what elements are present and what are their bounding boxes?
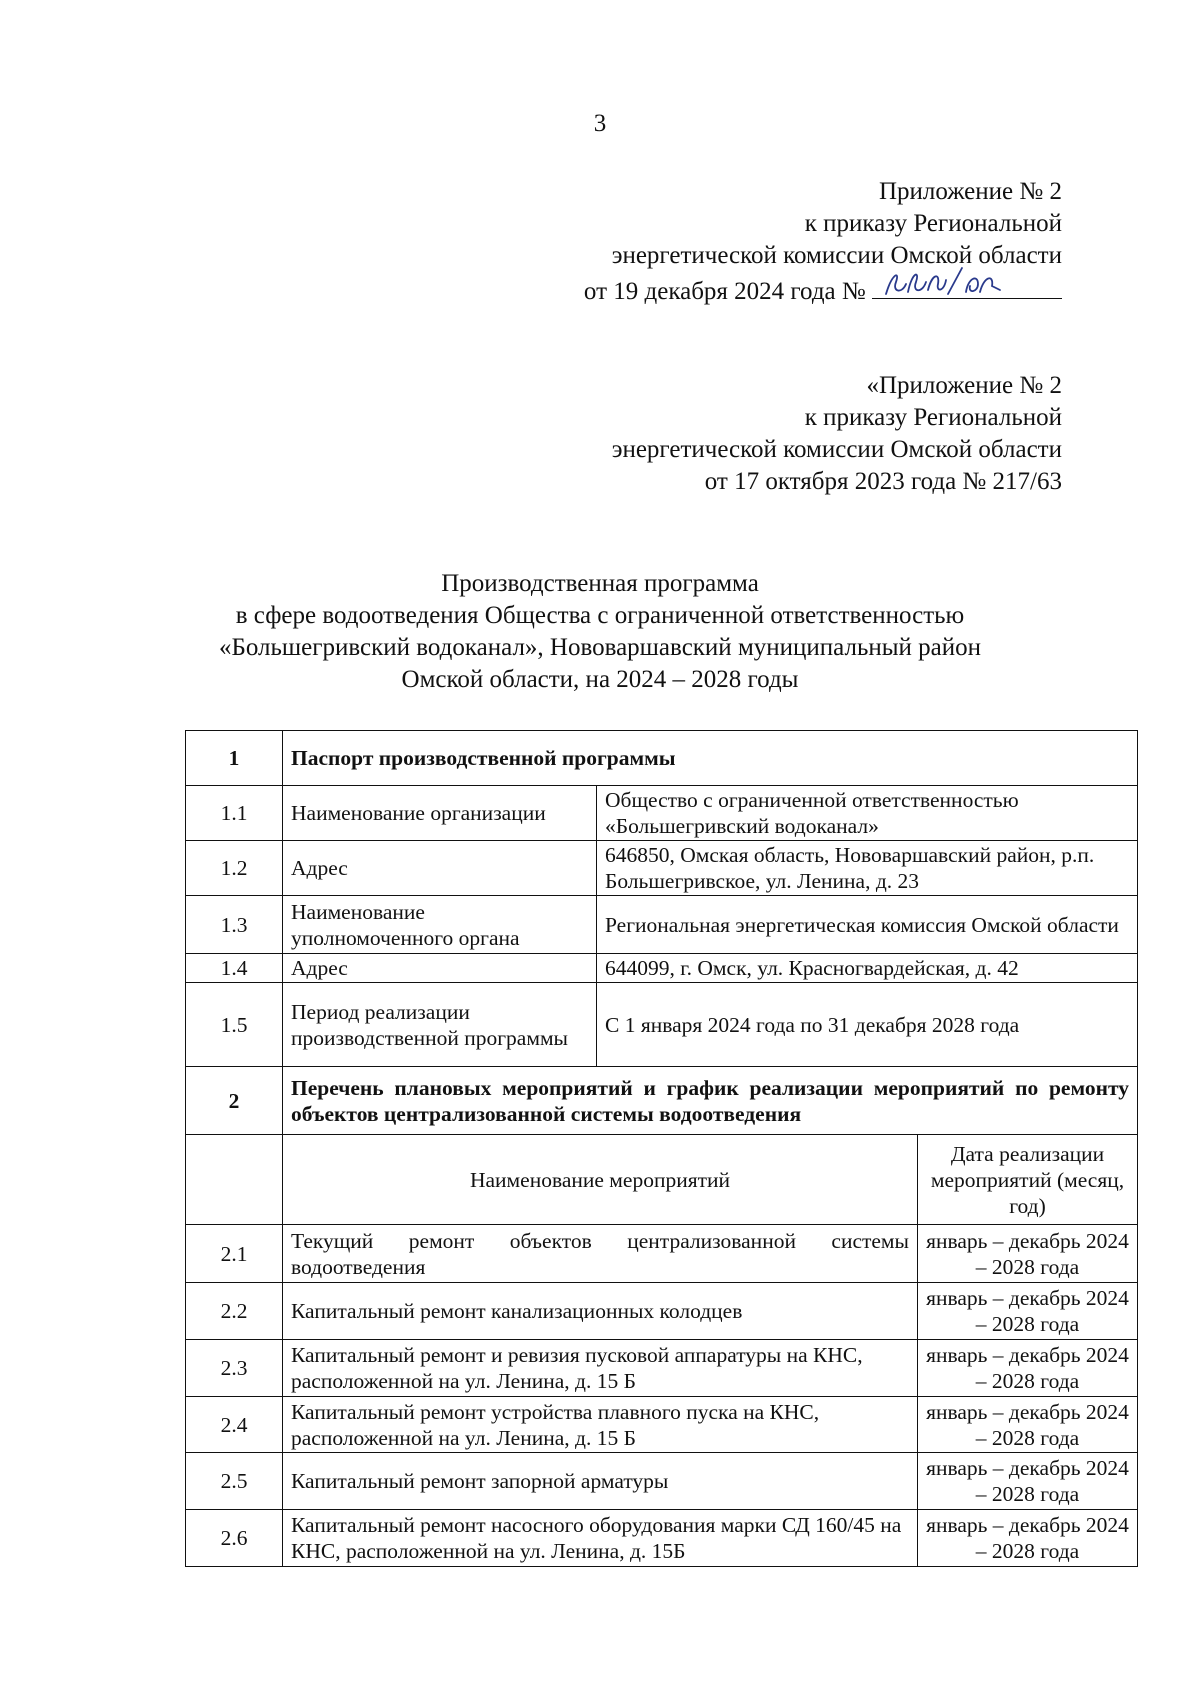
- activity-name: Текущий ремонт объектов централизованной системы водоотведения: [283, 1225, 918, 1283]
- old-appendix-line-1: «Приложение № 2: [866, 372, 1062, 399]
- row-label: Наименование уполномоченного органа: [283, 896, 597, 954]
- activity-date: январь – декабрь 2024 – 2028 года: [918, 1283, 1138, 1340]
- row-value: С 1 января 2024 года по 31 декабря 2028 года: [597, 983, 1138, 1067]
- activity-name: Капитальный ремонт устройства плавного пуска на КНС, расположенной на ул. Ленина, д. 15 Б: [283, 1397, 918, 1453]
- section-number: 1: [186, 731, 283, 786]
- order-number-blank: [872, 272, 1062, 299]
- empty-cell: [186, 1135, 283, 1225]
- activity-name: Капитальный ремонт насосного оборудования марки СД 160/45 на КНС, расположенной на ул. Ленина, д. 15Б: [283, 1510, 918, 1567]
- row-number: 1.1: [186, 786, 283, 841]
- page-number: 3: [593, 110, 607, 137]
- appendix-line-4: [584, 272, 1062, 308]
- document-title: [0, 568, 1200, 696]
- table-row: [186, 1340, 1138, 1397]
- row-value: 646850, Омская область, Нововаршавский район, р.п. Большегривское, ул. Ленина, д. 23: [597, 841, 1138, 896]
- row-number: 2.5: [186, 1453, 283, 1510]
- activity-date: январь – декабрь 2024 – 2028 года: [918, 1510, 1138, 1567]
- section-2-header: [186, 1067, 1138, 1135]
- row-number: 1.5: [186, 983, 283, 1067]
- appendix-line-2: к приказу Региональной: [804, 210, 1062, 237]
- row-number: 2.6: [186, 1510, 283, 1567]
- table-row: [186, 896, 1138, 954]
- table-row: [186, 983, 1138, 1067]
- row-number: 2.2: [186, 1283, 283, 1340]
- appendix-previous-order: [612, 370, 1062, 498]
- title-line-1: Производственная программа: [441, 570, 759, 597]
- section-title: Паспорт производственной программы: [283, 731, 1138, 786]
- row-label: Период реализации производственной программы: [283, 983, 597, 1067]
- row-number: 1.4: [186, 954, 283, 983]
- row-number: 1.2: [186, 841, 283, 896]
- row-label: Адрес: [283, 841, 597, 896]
- section-title: Перечень плановых мероприятий и график реализации мероприятий по ремонту объектов централизованной системы водоотведения: [283, 1067, 1138, 1135]
- table-row: [186, 954, 1138, 983]
- appendix-line-1: Приложение № 2: [878, 178, 1062, 205]
- activity-name: Капитальный ремонт и ревизия пусковой аппаратуры на КНС, расположенной на ул. Ленина, д. 15 Б: [283, 1340, 918, 1397]
- section-1-header: [186, 731, 1138, 786]
- title-line-3: «Большегривский водоканал», Нововаршавский муниципальный район: [218, 634, 982, 661]
- table-row: [186, 1453, 1138, 1510]
- activity-date: январь – декабрь 2024 – 2028 года: [918, 1340, 1138, 1397]
- row-value: Региональная энергетическая комиссия Омской области: [597, 896, 1138, 954]
- row-number: 2.3: [186, 1340, 283, 1397]
- row-number: 1.3: [186, 896, 283, 954]
- table-row: [186, 1283, 1138, 1340]
- row-number: 2.1: [186, 1225, 283, 1283]
- table-row: [186, 786, 1138, 841]
- activity-date: январь – декабрь 2024 – 2028 года: [918, 1225, 1138, 1283]
- row-value: Общество с ограниченной ответственностью «Большегривский водоканал»: [597, 786, 1138, 841]
- column-header-row: [186, 1135, 1138, 1225]
- old-appendix-line-2: к приказу Региональной: [804, 404, 1062, 431]
- appendix-line-3: энергетической комиссии Омской области: [611, 242, 1062, 269]
- table-row: [186, 841, 1138, 896]
- row-label: Наименование организации: [283, 786, 597, 841]
- handwritten-order-number: [882, 264, 1002, 300]
- section-number: 2: [186, 1067, 283, 1135]
- old-appendix-line-3: энергетической комиссии Омской области: [611, 436, 1062, 463]
- title-line-2: в сфере водоотведения Общества с ограниченной ответственностью: [235, 602, 965, 629]
- activity-date: январь – декабрь 2024 – 2028 года: [918, 1397, 1138, 1453]
- row-label: Адрес: [283, 954, 597, 983]
- row-number: 2.4: [186, 1397, 283, 1453]
- appendix-current-order: [584, 176, 1062, 308]
- table-row: [186, 1510, 1138, 1567]
- table-row: [186, 1225, 1138, 1283]
- production-program-table: [185, 730, 1138, 1567]
- column-header-name: Наименование мероприятий: [283, 1135, 918, 1225]
- column-header-date: Дата реализации мероприятий (месяц, год): [918, 1135, 1138, 1225]
- activity-name: Капитальный ремонт запорной арматуры: [283, 1453, 918, 1510]
- order-date-prefix: от 19 декабря 2024 года №: [583, 278, 866, 305]
- activity-date: январь – декабрь 2024 – 2028 года: [918, 1453, 1138, 1510]
- activity-name: Капитальный ремонт канализационных колодцев: [283, 1283, 918, 1340]
- table-row: [186, 1397, 1138, 1453]
- title-line-4: Омской области, на 2024 – 2028 годы: [401, 666, 799, 693]
- row-value: 644099, г. Омск, ул. Красногвардейская, д. 42: [597, 954, 1138, 983]
- old-appendix-line-4: от 17 октября 2023 года № 217/63: [704, 468, 1062, 495]
